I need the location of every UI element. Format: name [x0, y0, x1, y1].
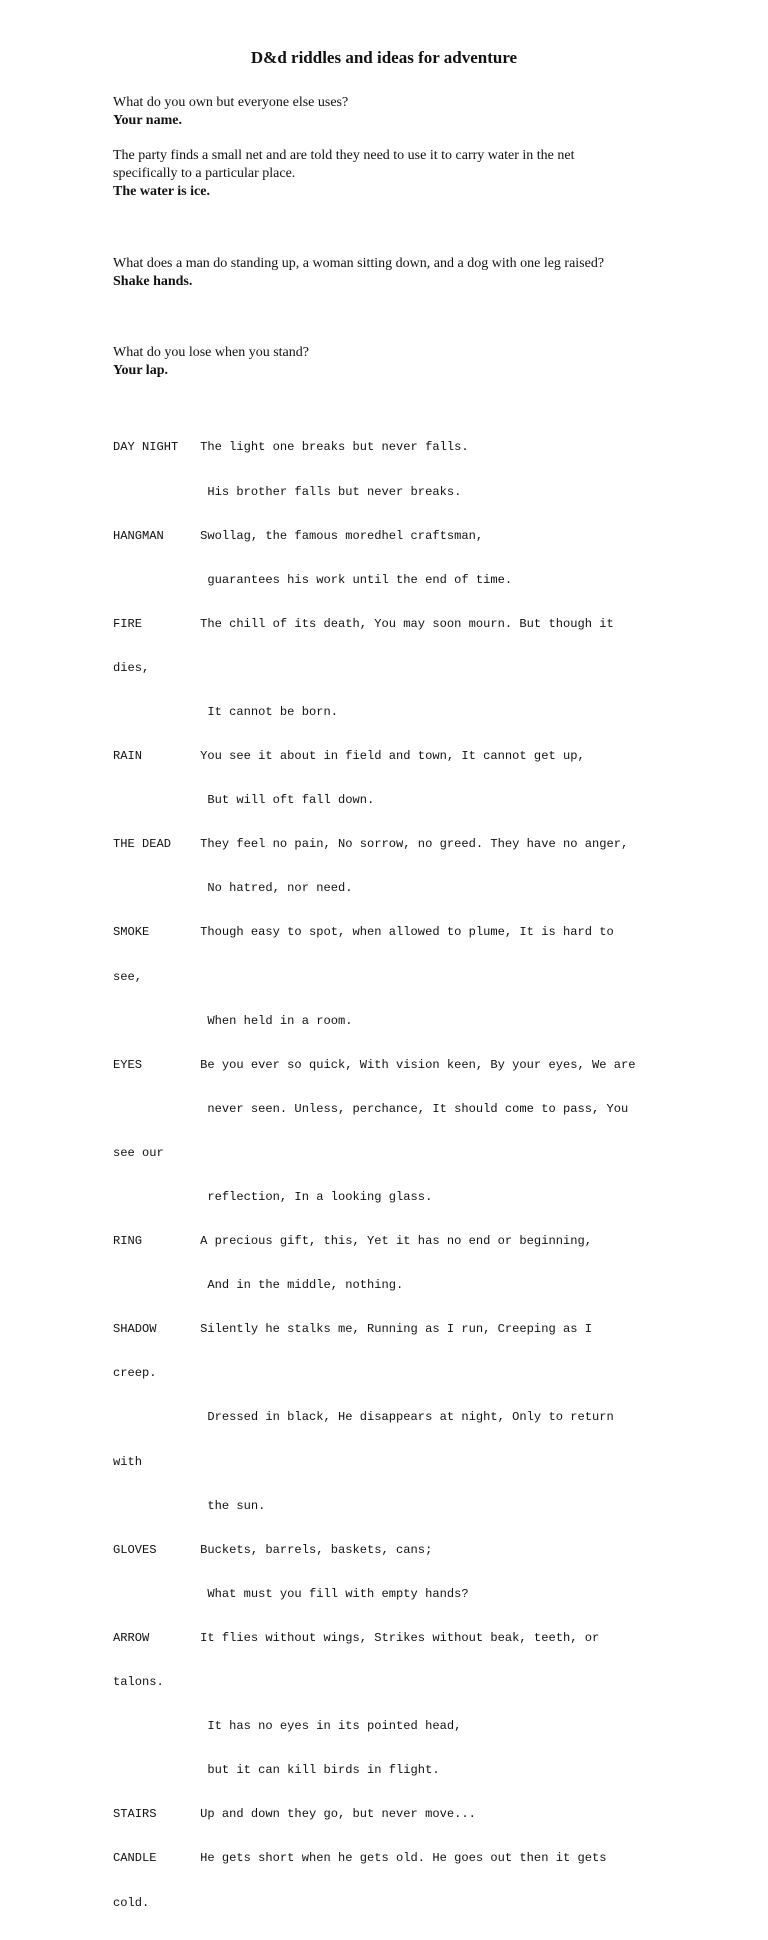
riddle-list-line: When held in a room. — [113, 1013, 353, 1028]
riddle-question: What does a man do standing up, a woman sitting down, and a dog with one leg raised? — [113, 256, 605, 271]
riddle-list-line: THE DEAD They feel no pain, No sorrow, no greed. They have no anger, — [113, 837, 629, 852]
riddle-list-line: see our — [113, 1145, 164, 1160]
riddle-2 — [113, 147, 673, 201]
riddle-list-line: SHADOW Silently he stalks me, Running as I run, Creeping as I — [113, 1322, 592, 1337]
riddle-list-line: reflection, In a looking glass. — [113, 1190, 433, 1204]
riddle-list-line: dies, — [113, 660, 150, 675]
riddle-list-line: the sun. — [113, 1498, 266, 1513]
riddle-list — [113, 411, 673, 1940]
riddle-list-line: talons. — [113, 1675, 164, 1690]
riddle-list-line: cold. — [113, 1895, 150, 1910]
riddle-list-line: CANDLE He gets short when he gets old. He goes out then it gets — [113, 1851, 607, 1866]
riddle-list-line: RING A precious gift, this, Yet it has no end or beginning, — [113, 1234, 592, 1249]
riddle-list-line: FIRE The chill of its death, You may soon mourn. But though it — [113, 616, 614, 631]
riddle-answer: The water is ice. — [113, 184, 210, 199]
riddle-list-line: It has no eyes in its pointed head, — [113, 1719, 462, 1734]
riddle-list-line: HANGMAN Swollag, the famous moredhel craftsman, — [113, 528, 484, 543]
riddle-list-line: RAIN You see it about in field and town, It cannot get up, — [113, 749, 585, 764]
riddle-answer: Shake hands. — [113, 274, 193, 289]
riddle-list-line: see, — [113, 969, 143, 984]
riddle-list-line: but it can kill birds in flight. — [113, 1763, 440, 1778]
riddle-list-line: ARROW It flies without wings, Strikes without beak, teeth, or — [113, 1630, 600, 1645]
riddle-list-line: And in the middle, nothing. — [113, 1278, 404, 1293]
riddle-question: What do you own but everyone else uses? — [113, 95, 349, 110]
riddle-list-line: creep. — [113, 1366, 157, 1381]
riddle-3 — [113, 255, 673, 291]
riddle-list-line: His brother falls but never breaks. — [113, 484, 462, 499]
riddle-list-line: STAIRS Up and down they go, but never move... — [113, 1807, 476, 1822]
riddle-1 — [113, 94, 673, 130]
riddle-answer: Your lap. — [113, 363, 168, 378]
riddle-answer: Your name. — [113, 113, 182, 128]
riddle-4 — [113, 344, 673, 380]
riddle-list-line: never seen. Unless, perchance, It should come to pass, You — [113, 1101, 629, 1116]
riddle-list-line: SMOKE Though easy to spot, when allowed to plume, It is hard to — [113, 925, 614, 940]
riddle-question-continued: specifically to a particular place. — [113, 166, 296, 181]
riddle-question: The party finds a small net and are told they need to use it to carry water in the net — [113, 148, 575, 163]
riddle-question: What do you lose when you stand? — [113, 345, 309, 360]
riddle-list-line: What must you fill with empty hands? — [113, 1586, 469, 1601]
riddle-list-line: EYES Be you ever so quick, With vision keen, By your eyes, We are — [113, 1057, 636, 1072]
page-title: D&d riddles and ideas for adventure — [250, 48, 518, 67]
riddle-list-line: guarantees his work until the end of time. — [113, 572, 513, 587]
riddle-list-line: DAY NIGHT The light one breaks but never falls. — [113, 440, 469, 455]
riddle-list-line: GLOVES Buckets, barrels, baskets, cans; — [113, 1542, 433, 1557]
riddle-list-line: No hatred, nor need. — [113, 881, 353, 896]
riddle-list-line: with — [113, 1454, 143, 1469]
riddle-list-line: But will oft fall down. — [113, 793, 375, 808]
riddle-list-line: Dressed in black, He disappears at night, Only to return — [113, 1410, 614, 1425]
riddle-list-line: It cannot be born. — [113, 704, 338, 719]
